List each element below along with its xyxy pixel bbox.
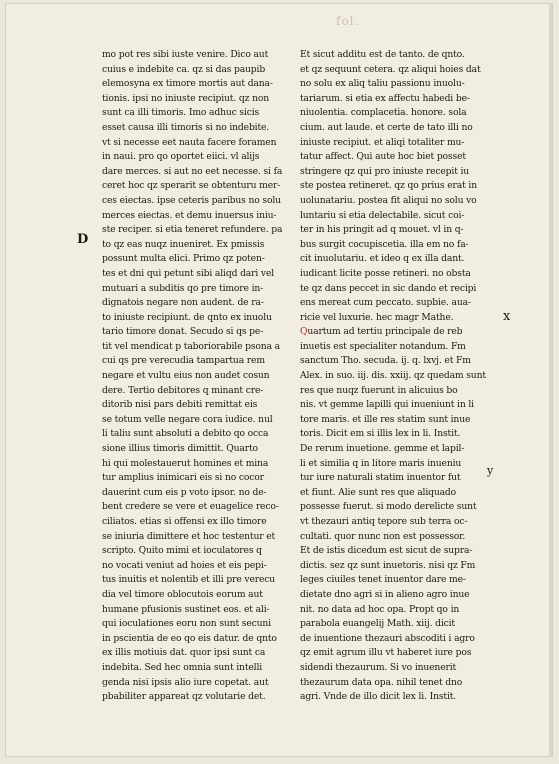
text-line: sunt ca illi timoris. Imo adhuc sicis [102,107,260,119]
text-line: agri. Vnde de illo dicit lex li. Instit. [300,691,457,703]
text-line: vt thezauri antiq tepore sub terra oc- [300,516,468,527]
text-line: toris. Dicit em si illis lex in li. Instit. [300,428,461,440]
text-line: no solu ex aliq taliu passionu inuolu- [300,78,465,90]
text-line: ste reciper. si etia teneret refundere. pa [102,224,283,236]
rubricated-initial: Q [300,326,308,338]
text-line: tore maris. et ille res statim sunt inue [300,413,471,425]
text-line: cium. aut laude. et certe de tato illi no [300,121,473,133]
text-line: humane pfusionis sustinet eos. et ali- [102,603,270,615]
text-line: ex illis motiuis dat. quor ipsi sunt ca [102,647,266,659]
text-line: sanctum Tho. secuda. ij. q. lxvj. et Fm [300,355,471,367]
text-line: qz emit agrum illu vt haberet iure pos [300,647,472,659]
text-line: hi qui molestauerut homines et mina [102,457,269,469]
text-line: ceret hoc qz sperarit se obtenturu mer- [102,180,281,192]
text-line: dietate dno agri si in alieno agro inue [300,588,470,600]
text-line: ens mereat cum peccato. supbie. aua- [300,297,471,309]
text-line: no vocati veniut ad hoies et eis pepi- [102,559,267,571]
text-line: tus inuitis et nolentib et illi pre verecu [102,574,276,586]
text-line: to iniuste recipiunt. de qnto ex inuolu [102,311,272,323]
text-line: Et de istis dicedum est sicut de supra- [300,545,473,557]
text-line: Alex. in suo. iij. dis. xxiij. qz quedam sunt [300,370,486,382]
text-line: esset causa illi timoris si no indebite. [102,121,270,133]
text-line: possesse fuerut. si modo derelicte sunt [300,501,477,513]
text-line: ste postea retineret. qz qo prius erat in [300,180,477,192]
text-line: li et similia q in litore maris inueniu [300,457,462,469]
text-line: vt si necesse eet nauta facere foramen [102,136,277,148]
text-line: bus surgit cocupiscetia. illa em no fa- [300,238,469,250]
text-line: ricie vel luxurie. hec magr Mathe. [300,311,454,323]
text-line: niuolentia. complacetia. honore. sola [300,107,467,119]
text-line: ter in his pringit ad q mouet. vl in q- [300,224,464,236]
text-line: se iniuria dimittere et hoc testentur et [102,530,276,542]
text-line: dictis. sez qz sunt inuetoris. nisi qz Fm [300,559,476,571]
faded-header-mark: fol. [336,14,360,28]
text-line: et qz sequunt cetera. qz aliqui hoies dat [300,63,481,75]
book-page [6,4,552,756]
text-line: nis. vt gemme lapilli qui inueniunt in li [300,399,474,411]
text-line: res que nuqz fuerunt in alicuius bo [300,384,458,396]
text-line: thezaurum data opa. nihil tenet dno [300,676,463,688]
text-line: dia vel timore oblocutois eorum aut [102,588,263,600]
text-line: tariarum. si etia ex affectu habedi be- [300,92,470,104]
text-line: merces eiectas. et demu inuersus iniu- [102,209,277,221]
text-line: de inuentione thezauri abscoditi i agro [300,632,475,644]
text-line: ces eiectas. ipse ceteris paribus no solu [102,194,281,206]
text-line: dauerint cum eis p voto ipsor. no de- [102,486,267,498]
text-line: tur amplius inimicari eis si no cocor [102,472,264,484]
text-line: De rerum inuetione. gemme et lapil- [300,443,465,455]
text-line: pbabiliter appareat qz volutarie det. [102,691,266,703]
margin-note-right-y: y [487,464,494,477]
text-line: ciliatos. etias si offensi ex illo timore [102,516,267,527]
text-line: tur iure naturali statim inuentor fut [300,472,461,484]
text-line: ditorib nisi pars debiti remittat eis [102,399,258,411]
text-line: sidendi thezaurum. Si vo inuenerit [300,661,457,673]
text-line: iniuste recipiut. et aliqi totaliter mu- [300,136,465,148]
right-text-column [300,48,486,705]
text-line: se totum velle negare cora iudice. nul [102,413,273,425]
text-line: tit vel mendicat p taboriorabile psona a [102,340,281,352]
text-line: dare merces. si aut no eet necesse. si fa [102,165,283,177]
text-line: to qz eas nuqz inueniret. Ex pmissis [102,238,265,250]
text-line: nit. no data ad hoc opa. Propt qo in [300,603,460,615]
text-line: possunt multa elici. Primo qz poten- [102,253,265,265]
text-line: te qz dans peccet in sic dando et recipi [300,282,477,294]
text-line: uolunatariu. postea fit aliqui no solu vo [300,194,477,206]
text-line: indebita. Sed hec omnia sunt intelli [102,661,263,673]
text-line: cuius e indebite ca. qz si das paupib [102,63,266,75]
text-line: cui qs pre verecudia tampartua rem [102,355,265,367]
text-line: tatur affect. Qui aute hoc biet posset [300,151,466,163]
text-line: li taliu sunt absoluti a debito qo occa [102,428,269,440]
text-line: Et sicut additu est de tanto. de qnto. [300,49,465,60]
left-text-column [102,48,288,705]
text-line: luntariu si etia delectabile. sicut coi- [300,209,465,221]
text-line: Quartum ad tertiu principale de reb [300,326,463,338]
text-line: dignatois negare non audent. de ra- [102,297,264,309]
margin-note-right-x: x [503,309,511,324]
text-line: iudicant licite posse retineri. no obsta [300,267,471,279]
text-line: stringere qz qui pro iniuste recepit iu [300,165,470,177]
text-line: elemosyna ex timore mortis aut dana- [102,78,273,90]
text-line: et fiunt. Alie sunt res que aliquado [300,486,457,498]
text-line: parabola euangelij Math. xiij. dicit [300,618,455,630]
text-line: negare et vultu eius non audet cosun [102,370,270,382]
text-line: leges ciuiles tenet inuentor dare me- [300,574,466,586]
text-line: mo pot res sibi iuste venire. Dico aut [102,49,269,60]
text-line: tario timore donat. Secudo si qs pe- [102,326,264,338]
text-line: in naui. pro qo oportet eiici. vl alijs [102,151,260,163]
text-line: tes et dni qui petunt sibi aliqd dari vel [102,267,275,279]
text-line: genda nisi ipsis alio iure copetat. aut [102,676,269,688]
text-line: dere. Tertio debitores q minant cre- [102,384,264,396]
text-line: cit inuolutariu. et ideo q ex illa dant. [300,253,465,265]
text-line: tionis. ipsi no iniuste recipiut. qz non [102,92,270,104]
text-line: inuetis est specialiter notandum. Fm [300,340,466,352]
text-line: bent credere se vere et euagelice reco- [102,501,279,513]
margin-note-left: D [77,232,89,247]
text-line: mutuari a subditis qo pre timore in- [102,282,264,294]
text-line: scripto. Quito mimi et ioculatores q [102,545,262,557]
text-line: cultati. quor nunc non est possessor. [300,530,466,542]
text-line: qui ioculationes eoru non sunt secuni [102,618,271,630]
page-edge-shadow [549,4,552,756]
text-line: in pscientia de eo qo eis datur. de qnto [102,632,277,644]
text-line: sione illius timoris dimittit. Quarto [102,443,258,455]
